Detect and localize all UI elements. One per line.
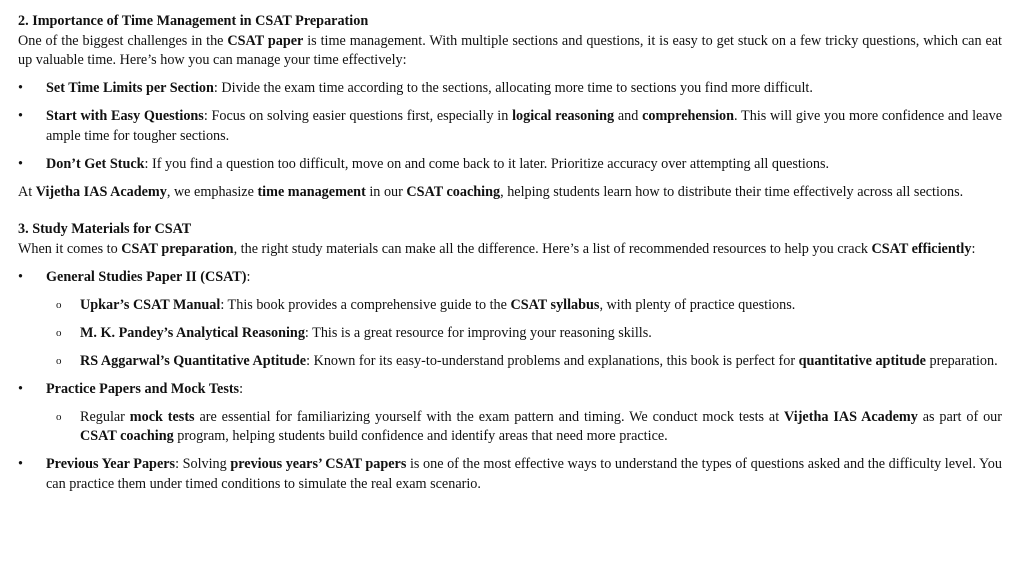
section-2-heading: 2. Importance of Time Management in CSAT Preparation (18, 13, 369, 29)
bullet-icon: • (18, 155, 23, 172)
list-item: • Set Time Limits per Section: Divide the exam time according to the sections, allocating more time to sections you find more difficult. (18, 79, 1002, 99)
list-item: o Upkar’s CSAT Manual: This book provides a comprehensive guide to the CSAT syllabus, with plenty of practice questions. (18, 296, 1002, 316)
circle-bullet-icon: o (56, 298, 62, 311)
circle-bullet-icon: o (56, 410, 62, 423)
list-item: o Regular mock tests are essential for familiarizing yourself with the exam pattern and timing. We conduct mock tests at Vijetha IAS Academy as part of our CSAT coaching program, helping students build confidence and identify areas that need more practice. (56, 408, 1002, 444)
bullet-icon: • (18, 456, 23, 472)
list-item: • Practice Papers and Mock Tests: (18, 380, 1002, 400)
section-2-outro: At Vijetha IAS Academy, we emphasize time management in our CSAT coaching, helping students learn how to distribute their time effectively across all sections. (18, 183, 964, 200)
time-tips-list (18, 79, 1002, 174)
section-3-heading: 3. Study Materials for CSAT (18, 221, 192, 237)
list-item: • General Studies Paper II (CSAT): (18, 268, 1002, 288)
bullet-icon: • (18, 80, 23, 96)
list-item: • Don’t Get Stuck: If you find a question too difficult, move on and come back to it later. Prioritize accuracy over attempting all questions. (18, 155, 1002, 175)
section-2-intro: One of the biggest challenges in the CSAT paper is time management. With multiple sections and questions, it is easy to get stuck on a few tricky questions, which can eat up valuable time. Here’s how you can manage your time effectively: (18, 32, 1002, 68)
list-item: o M. K. Pandey’s Analytical Reasoning: This is a great resource for improving your reasoning skills. (18, 324, 1002, 344)
bullet-icon: • (18, 108, 23, 124)
list-item: • Previous Year Papers: Solving previous years’ CSAT papers is one of the most effective ways to understand the types of questions asked and the difficulty level. You can practice them under timed conditions to simulate the real exam scenario. (18, 456, 1002, 492)
circle-bullet-icon: o (56, 354, 62, 367)
list-item: • Start with Easy Questions: Focus on solving easier questions first, especially in logical reasoning and comprehension. This will give you more confidence and leave ample time for tougher sections. (18, 108, 1002, 144)
bullet-icon: • (18, 268, 23, 285)
list-item: o RS Aggarwal’s Quantitative Aptitude: Known for its easy-to-understand problems and explanations, this book is perfect for quantitative aptitude preparation. (18, 352, 1002, 372)
bullet-icon: • (18, 380, 23, 397)
study-materials-list (18, 268, 1002, 495)
section-3-intro: When it comes to CSAT preparation, the right study materials can make all the difference. Here’s a list of recommended resources to help you crack CSAT efficiently: (18, 240, 976, 257)
circle-bullet-icon: o (56, 326, 62, 339)
